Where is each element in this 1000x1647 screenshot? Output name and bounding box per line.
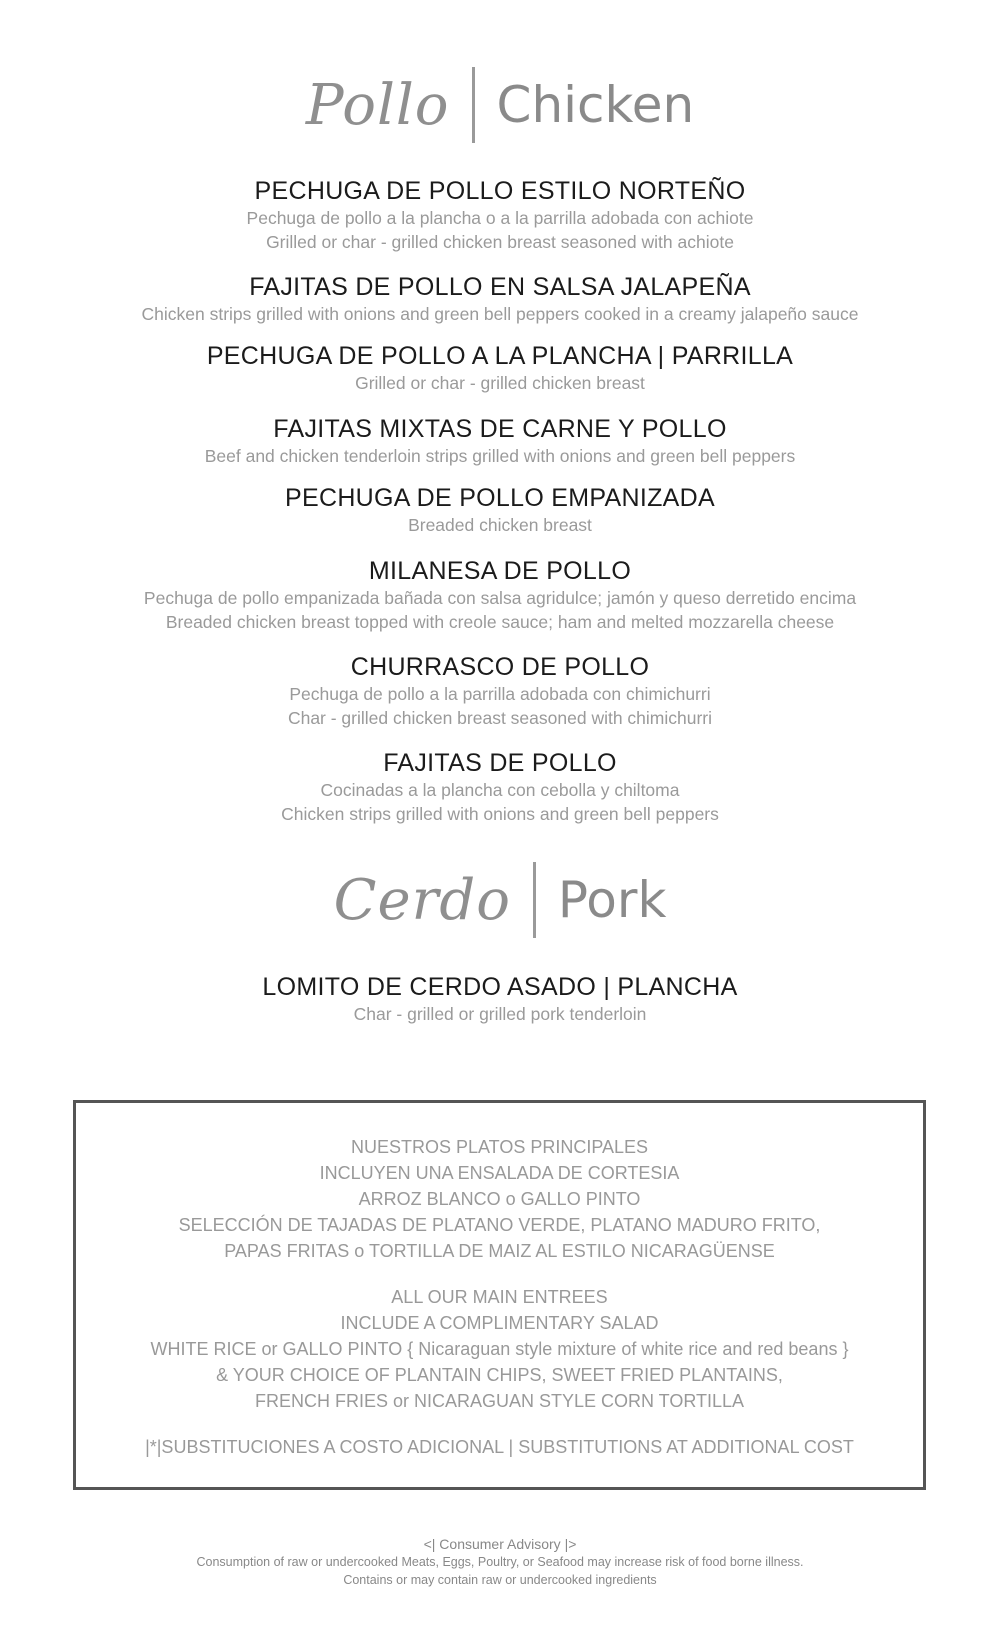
note-line: NUESTROS PLATOS PRINCIPALES	[350, 1137, 649, 1157]
note-line: SELECCIÓN DE TAJADAS DE PLATANO VERDE, PLATANO MADURO FRITO,	[178, 1215, 821, 1235]
pork-section-header	[0, 855, 1000, 945]
menu-item	[0, 414, 1000, 468]
note-line: INCLUDE A COMPLIMENTARY SALAD	[340, 1313, 659, 1333]
consumer-advisory-title: <| Consumer Advisory |>	[423, 1536, 577, 1552]
notes-english	[76, 1284, 923, 1414]
item-desc-spanish: Cocinadas a la plancha con cebolla y chiltoma	[320, 780, 680, 800]
item-desc-spanish: Pechuga de pollo a la plancha o a la parrilla adobada con achiote	[246, 208, 754, 228]
note-line: PAPAS FRITAS o TORTILLA DE MAIZ AL ESTILO NICARAGÜENSE	[224, 1241, 775, 1261]
item-title: FAJITAS MIXTAS DE CARNE Y POLLO	[273, 415, 727, 443]
menu-item	[0, 748, 1000, 826]
menu-item	[0, 176, 1000, 254]
item-desc-english: Chicken strips grilled with onions and green bell peppers	[281, 804, 719, 824]
note-line: WHITE RICE or GALLO PINTO { Nicaraguan style mixture of white rice and red beans }	[150, 1339, 849, 1359]
included-sides-box	[73, 1100, 926, 1490]
menu-item	[0, 972, 1000, 1026]
item-desc-spanish: Pechuga de pollo empanizada bañada con salsa agridulce; jamón y queso derretido encima	[143, 588, 857, 608]
menu-item	[0, 652, 1000, 730]
item-desc-spanish: Pechuga de pollo a la parrilla adobada con chimichurri	[289, 684, 711, 704]
item-desc: Breaded chicken breast	[408, 515, 592, 535]
item-title: FAJITAS DE POLLO EN SALSA JALAPEÑA	[249, 273, 751, 301]
item-desc-english: Grilled or char - grilled chicken breast seasoned with achiote	[266, 232, 734, 252]
item-desc: Char - grilled or grilled pork tenderloin	[353, 1004, 647, 1024]
item-title: PECHUGA DE POLLO ESTILO NORTEÑO	[254, 177, 746, 205]
note-line: ALL OUR MAIN ENTREES	[391, 1287, 608, 1307]
note-line: & YOUR CHOICE OF PLANTAIN CHIPS, SWEET FRIED PLANTAINS,	[216, 1365, 783, 1385]
header-divider	[472, 67, 475, 143]
pork-script-title: Cerdo	[333, 867, 511, 933]
pork-english-title: Pork	[557, 871, 667, 929]
chicken-script-title: Pollo	[305, 72, 450, 138]
menu-item	[0, 556, 1000, 634]
chicken-section-header	[0, 60, 1000, 150]
item-title: PECHUGA DE POLLO A LA PLANCHA | PARRILLA	[206, 342, 794, 370]
menu-item	[0, 272, 1000, 326]
item-desc: Chicken strips grilled with onions and green bell peppers cooked in a creamy jalapeño sauce	[141, 304, 859, 324]
note-line: ARROZ BLANCO o GALLO PINTO	[358, 1189, 641, 1209]
item-desc: Beef and chicken tenderloin strips grilled with onions and green bell peppers	[204, 446, 796, 466]
item-title: MILANESA DE POLLO	[368, 557, 632, 585]
chicken-english-title: Chicken	[496, 76, 695, 134]
item-title: LOMITO DE CERDO ASADO | PLANCHA	[262, 973, 738, 1001]
notes-spanish	[76, 1134, 923, 1264]
item-title: FAJITAS DE POLLO	[383, 749, 617, 777]
substitutions-note: |*|SUBSTITUCIONES A COSTO ADICIONAL | SUBSTITUTIONS AT ADDITIONAL COST	[145, 1437, 854, 1457]
note-line: FRENCH FRIES or NICARAGUAN STYLE CORN TORTILLA	[254, 1391, 745, 1411]
note-line: INCLUYEN UNA ENSALADA DE CORTESIA	[319, 1163, 680, 1183]
item-title: PECHUGA DE POLLO EMPANIZADA	[285, 484, 715, 512]
item-desc: Grilled or char - grilled chicken breast	[355, 373, 645, 393]
header-divider	[533, 862, 536, 938]
consumer-advisory-line2: Contains or may contain raw or undercooked ingredients	[343, 1573, 657, 1587]
item-desc-english: Char - grilled chicken breast seasoned with chimichurri	[287, 708, 713, 728]
consumer-advisory-line1: Consumption of raw or undercooked Meats, Eggs, Poultry, or Seafood may increase risk of food borne illness.	[196, 1555, 804, 1569]
menu-item	[0, 341, 1000, 395]
item-title: CHURRASCO DE POLLO	[350, 653, 650, 681]
item-desc-english: Breaded chicken breast topped with creole sauce; ham and melted mozzarella cheese	[165, 612, 835, 632]
menu-item	[0, 483, 1000, 537]
